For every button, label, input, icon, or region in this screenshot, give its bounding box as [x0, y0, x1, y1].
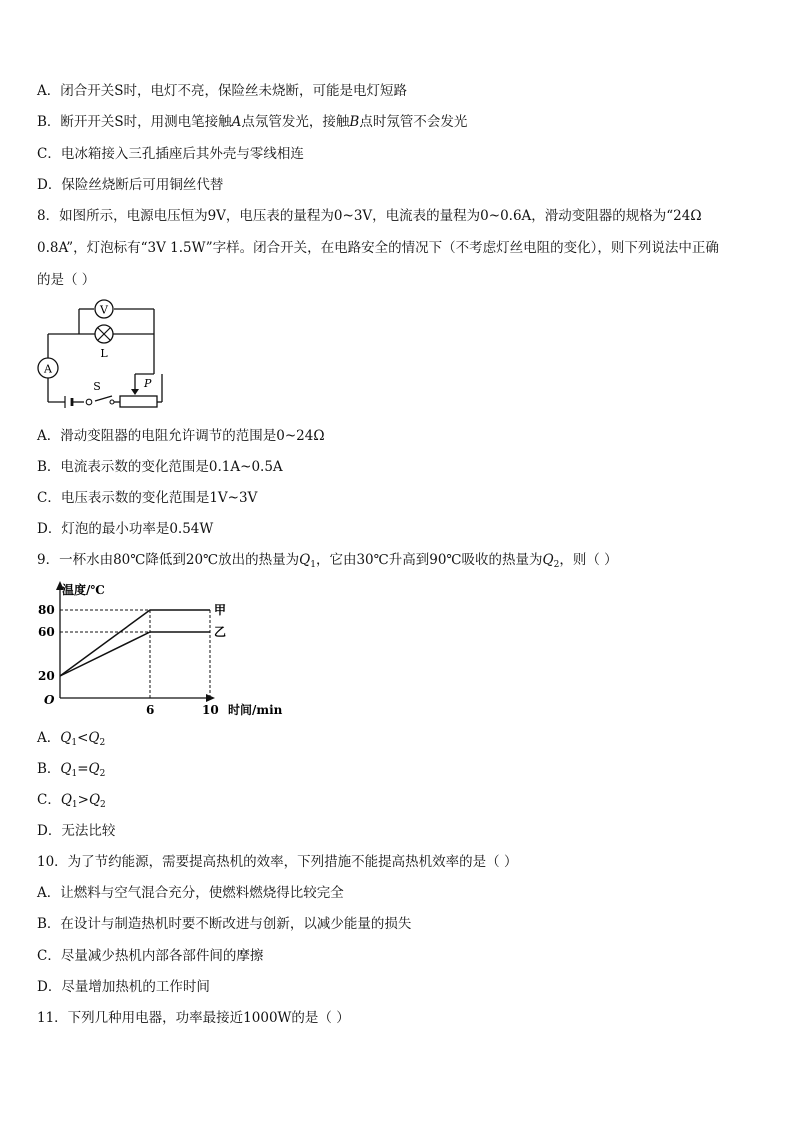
q2-symbol: Q	[88, 792, 101, 808]
q7-option-a: A．闭合开关S时，电灯不亮，保险丝未烧断，可能是电灯短路	[37, 83, 407, 99]
q2-subscript: 2	[553, 560, 560, 570]
y-axis-label: 温度/℃	[62, 583, 105, 597]
q10-option-d: D．尽量增加热机的工作时间	[37, 979, 210, 995]
q1-subscript: 1	[310, 560, 316, 570]
q7-option-b-mid: 点氖管发光，接触	[241, 114, 350, 130]
q8-option-b: B．电流表示数的变化范围是0.1A~0.5A	[37, 459, 283, 475]
q8-stem-line-3: 的是（ ）	[37, 272, 96, 288]
q9-stem	[37, 550, 618, 575]
point-b-label: B	[349, 114, 360, 130]
slider-arrow-icon	[131, 389, 139, 395]
origin-label: O	[44, 693, 55, 707]
q8-option-a: A．滑动变阻器的电阻允许调节的范围是0~24Ω	[37, 428, 325, 444]
point-a-label: A	[231, 114, 242, 130]
q1-symbol: Q	[60, 792, 72, 808]
q9-option-b	[37, 759, 105, 784]
q11-stem: 11．下列几种用电器，功率最接近1000W的是（ ）	[37, 1010, 350, 1026]
rheostat-icon	[120, 396, 157, 407]
q10-option-c: C．尽量减少热机内部各部件间的摩擦	[37, 948, 264, 964]
q1-subscript: 1	[71, 738, 78, 748]
series-line-2	[60, 632, 210, 676]
voltmeter-label: V	[100, 303, 108, 317]
q9-option-c	[37, 790, 106, 815]
switch-label: S	[93, 380, 101, 393]
q7-option-c: C．电冰箱接入三孔插座后其外壳与零线相连	[37, 146, 304, 162]
q7-option-b-pre: B．断开开关S时，用测电笔接触	[37, 114, 232, 130]
y-tick-label: 60	[38, 625, 55, 639]
lamp-label: L	[100, 347, 108, 360]
x-tick-label: 6	[146, 703, 155, 717]
q9-stem-c: ，则（ ）	[559, 552, 618, 568]
q9-stem-b: ，它由30℃升高到90℃吸收的热量为	[315, 552, 543, 568]
lamp-icon	[95, 325, 113, 343]
q8-option-d: D．灯泡的最小功率是0.54W	[37, 521, 214, 537]
series-label: 甲	[214, 603, 227, 617]
q10-option-b: B．在设计与制造热机时要不断改进与创新，以减少能量的损失	[37, 916, 412, 932]
q8-stem-line-1: 8．如图所示，电源电压恒为9V，电压表的量程为0~3V，电流表的量程为0~0.6A，滑动变阻器的规格为“24Ω	[37, 208, 702, 224]
q2-symbol: Q	[542, 552, 554, 568]
q7-option-d: D．保险丝烧断后可用铜丝代替	[37, 177, 224, 193]
series-line-1	[60, 610, 210, 676]
q10-stem: 10．为了节约能源，需要提高热机的效率，下列措施不能提高热机效率的是（ ）	[37, 854, 518, 870]
q8-option-c: C．电压表示数的变化范围是1V~3V	[37, 490, 258, 506]
q8-circuit-diagram	[34, 294, 164, 414]
x-tick-label: 10	[202, 703, 219, 717]
q7-option-b-post: 点时氖管不会发光	[359, 114, 468, 130]
series-label: 乙	[214, 625, 227, 639]
q2-symbol: Q	[88, 730, 100, 746]
ammeter-label: A	[44, 362, 52, 376]
y-tick-label: 20	[38, 669, 55, 683]
q1-symbol: Q	[60, 730, 72, 746]
q2-subscript: 2	[99, 769, 106, 779]
battery-icon	[65, 396, 72, 408]
q1-symbol: Q	[299, 552, 311, 568]
q9-stem-a: 9．一杯水由80℃降低到20℃放出的热量为	[37, 552, 300, 568]
q9-option-a-pre: A．	[37, 730, 61, 746]
q2-subscript: 2	[100, 800, 106, 810]
q2-subscript: 2	[99, 738, 106, 748]
q7-option-b	[37, 112, 467, 132]
q1-subscript: 1	[71, 769, 78, 779]
q10-option-a: A．让燃料与空气混合充分，使燃料燃烧得比较完全	[37, 885, 344, 901]
q9-option-a	[37, 728, 105, 753]
q1-subscript: 1	[71, 800, 78, 810]
q9-option-b-op: =	[77, 761, 89, 777]
q9-temperature-graph	[30, 578, 283, 718]
q9-option-d: D．无法比较	[37, 823, 116, 839]
q8-stem-line-2: 0.8A”，灯泡标有“3V 1.5W”字样。闭合开关，在电路安全的情况下（不考虑灯丝电阻的变化），则下列说法中正确	[37, 240, 719, 256]
slider-label: P	[144, 377, 152, 390]
y-tick-label: 80	[38, 603, 55, 617]
q1-symbol: Q	[60, 761, 72, 777]
q2-symbol: Q	[88, 761, 100, 777]
q9-option-b-pre: B．	[37, 761, 61, 777]
q9-option-c-pre: C．	[37, 792, 61, 808]
q9-option-c-op: >	[77, 792, 89, 808]
x-axis-label: 时间/min	[228, 703, 283, 717]
q9-option-a-op: <	[77, 730, 89, 746]
